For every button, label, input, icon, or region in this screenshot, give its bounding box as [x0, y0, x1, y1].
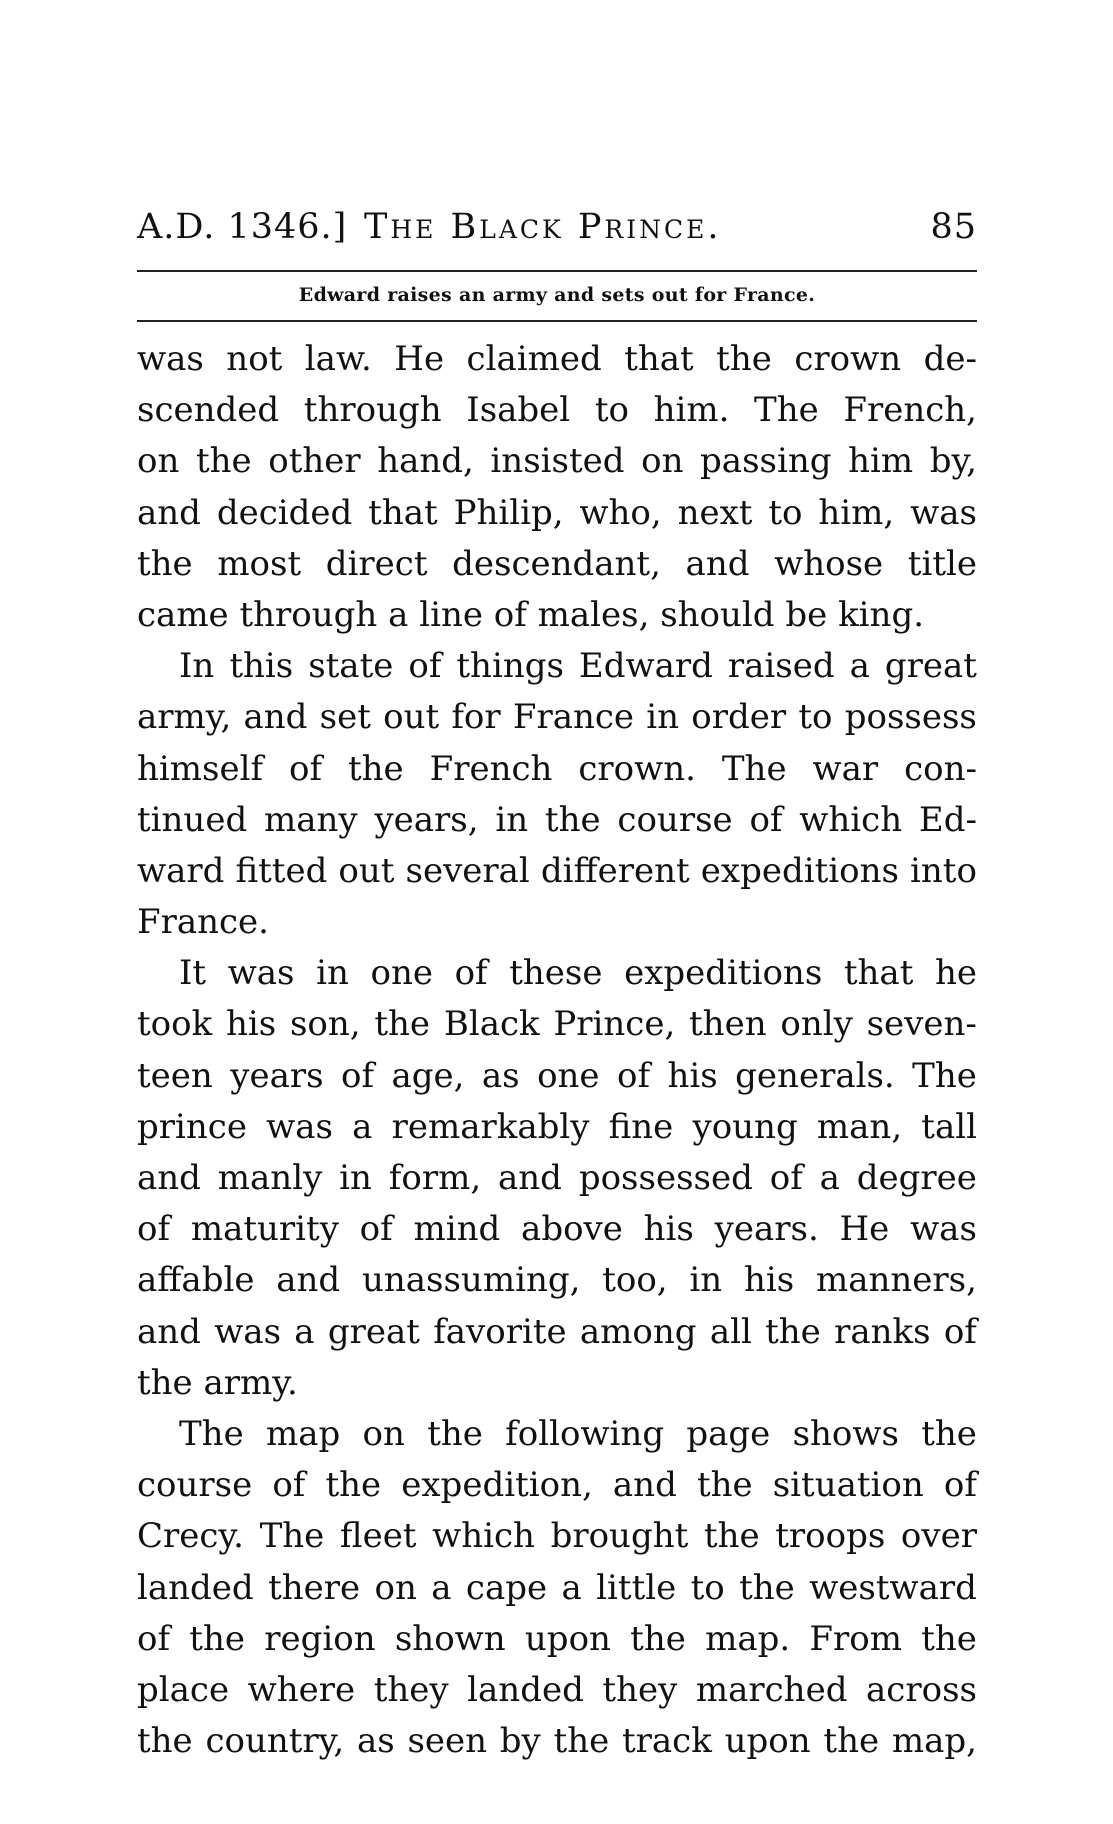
header-rule-top: [137, 270, 977, 272]
page-number: 85: [930, 207, 977, 247]
text-line: teen years of age, as one of his generals. The: [137, 1055, 977, 1096]
text-line: and decided that Philip, who, next to him, was: [137, 492, 977, 533]
text-line: scended through Isabel to him. The French,: [137, 390, 977, 431]
text-line: It was in one of these expeditions that he: [179, 953, 977, 994]
text-line: of maturity of mind above his years. He was: [137, 1209, 977, 1250]
text-line: France.: [137, 902, 269, 943]
header-date-range: A.D. 1346.]: [137, 207, 348, 247]
text-line: of the region shown upon the map. From the: [137, 1618, 977, 1659]
text-line: the country, as seen by the track upon the map,: [137, 1721, 977, 1762]
text-line: the army.: [137, 1362, 298, 1403]
header-title: The Black Prince.: [364, 207, 722, 247]
text-line: was not law. He claimed that the crown de-: [137, 339, 977, 379]
text-line: In this state of things Edward raised a great: [179, 646, 977, 687]
text-line: The map on the following page shows the: [179, 1413, 977, 1454]
text-line: and manly in form, and possessed of a degree: [137, 1158, 977, 1198]
text-line: ward fitted out several different expeditions into: [137, 850, 977, 891]
text-line: course of the expedition, and the situation of: [137, 1465, 977, 1506]
text-line: army, and set out for France in order to possess: [137, 697, 977, 738]
text-line: Crecy. The fleet which brought the troops over: [137, 1516, 977, 1557]
text-line: came through a line of males, should be king.: [137, 594, 925, 635]
text-line: prince was a remarkably fine young man, tall: [137, 1106, 977, 1147]
running-head: [137, 200, 977, 254]
text-line: the most direct descendant, and whose title: [137, 543, 977, 584]
text-line: landed there on a cape a little to the westward: [137, 1567, 977, 1608]
text-line: and was a great favorite among all the ranks of: [137, 1311, 977, 1352]
text-line: place where they landed they marched across: [137, 1669, 977, 1710]
text-line: himself of the French crown. The war con-: [137, 748, 977, 789]
text-line: on the other hand, insisted on passing him by,: [137, 441, 977, 482]
text-line: affable and unassuming, too, in his manners,: [137, 1260, 977, 1301]
section-subheading: Edward raises an army and sets out for France.: [298, 284, 816, 306]
text-line: took his son, the Black Prince, then only seven-: [137, 1004, 977, 1045]
body-text: [137, 334, 977, 1767]
text-line: tinued many years, in the course of which Ed-: [137, 799, 977, 840]
header-rule-bottom: [137, 320, 977, 322]
